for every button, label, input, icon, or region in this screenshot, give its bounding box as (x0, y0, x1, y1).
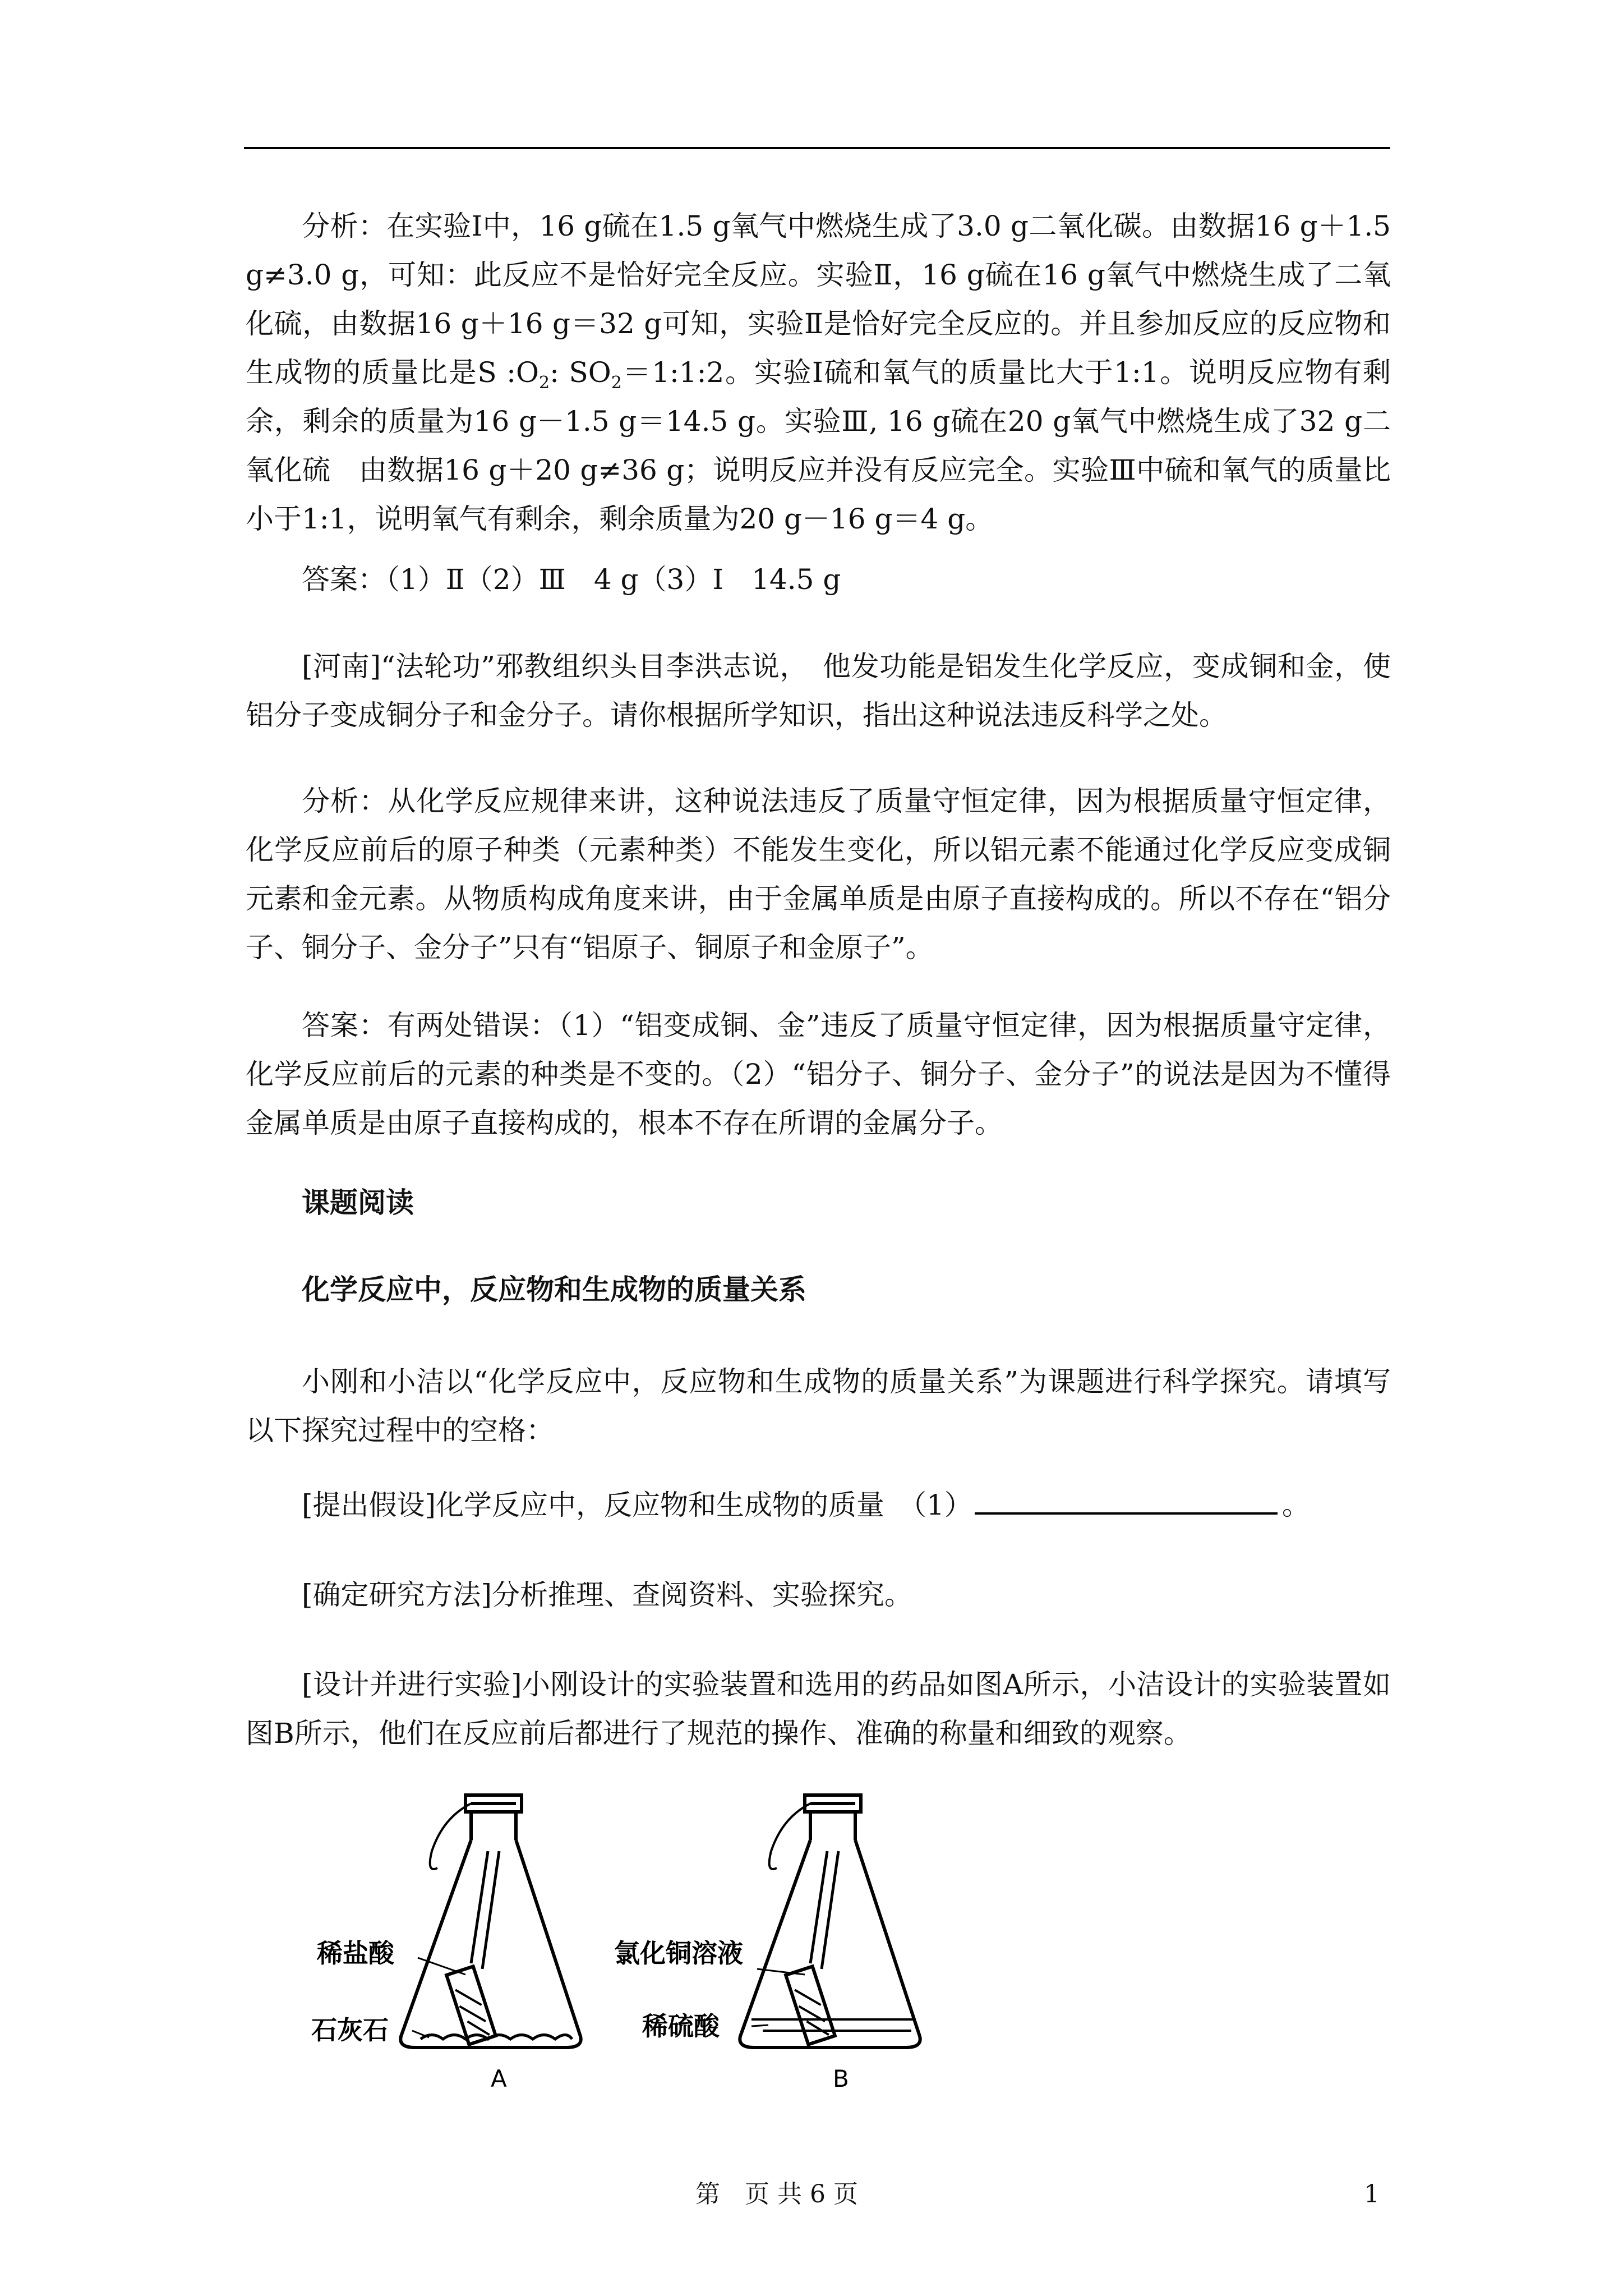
intro-paragraph: 小刚和小洁以“化学反应中，反应物和生成物的质量关系”为课题进行科学探究。请填写以下探究过程中的空格： (246, 1365, 1391, 1447)
label-copper-chloride-solution: 氯化铜溶液 (614, 1938, 743, 1968)
analysis-paragraph-2: 分析：从化学反应规律来讲，这种说法违反了质量守恒定律，因为根据质量守恒定律，化学反应前后的原子种类（元素种类）不能发生变化，所以铝元素不能通过化学反应变成铜元素和金元素。从物质构成角度来讲，由于金属单质是由原子直接构成的。所以不存在“铝分子、铜分子、金分子”只有“铝原子、铜原子和金原子”。 (246, 785, 1391, 964)
section-heading-reading: 课题阅读 (302, 1186, 414, 1219)
answer-blank-1[interactable] (975, 1490, 1278, 1515)
flask-b-diagram (740, 1795, 920, 2047)
hypothesis-paragraph: [提出假设]化学反应中，反应物和生成物的质量 （1） 。 (302, 1489, 1310, 1521)
label-dilute-hcl: 稀盐酸 (317, 1938, 394, 1968)
method-paragraph: [确定研究方法]分析推理、查阅资料、实验探究。 (302, 1579, 913, 1611)
label-dilute-sulfuric-acid: 稀硫酸 (642, 2011, 720, 2041)
flask-a-diagram (400, 1795, 580, 2047)
experiment-apparatus-figure (303, 1784, 1004, 2109)
caption-b: B (833, 2065, 849, 2092)
footer-page-count: 第 页 共 6 页 (695, 2180, 858, 2208)
experiment-paragraph: [设计并进行实验]小刚设计的实验装置和选用的药品如图A所示，小洁设计的实验装置如图B所示，他们在反应前后都进行了规范的操作、准确的称量和细致的观察。 (246, 1668, 1391, 1750)
label-limestone: 石灰石 (311, 2015, 389, 2045)
header-rule (244, 147, 1390, 149)
answer-paragraph-1: 答案：（1）Ⅱ（2）Ⅲ 4 g（3）Ⅰ 14.5 g (302, 563, 841, 596)
analysis-paragraph-1: 分析：在实验Ⅰ中，16 g硫在1.5 g氧气中燃烧生成了3.0 g二氧化碳。由数据16 g＋1.5 g≠3.0 g，可知：此反应不是恰好完全反应。实验Ⅱ，16 g硫在16 g氧气中燃烧生成了二氧化硫，由数据16 g＋16 g＝32 g可知，实验Ⅱ是恰好完全反应的。并且参加反应的反应物和生成物的质量比是S $:O_2$: $SO_2=1:1:2$。实验Ⅰ硫和氧气的质量比大于1:1。说明反应物有剩余，剩余的质量为16 g－1.5 g＝14.5 g。实验Ⅲ, 16 g硫在20 g氧气中燃烧生成了32 g二氧化硫 由数据16 g＋20 g≠36 g；说明反应并没有反应完全。实验Ⅲ中硫和氧气的质量比小于1:1，说明氧气有剩余，剩余质量为20 g－16 g＝4 g。 (246, 210, 1391, 535)
caption-a: A (491, 2065, 507, 2092)
answer-paragraph-2: 答案：有两处错误：（1）“铝变成铜、金”违反了质量守恒定律，因为根据质量守定律，化学反应前后的元素的种类是不变的。（2）“铝分子、铜分子、金分子”的说法是因为不懂得金属单质是由原子直接构成的，根本不存在所谓的金属分子。 (246, 1009, 1391, 1139)
section-heading-topic: 化学反应中，反应物和生成物的质量关系 (302, 1273, 806, 1306)
footer-page-number: 1 (1364, 2180, 1380, 2208)
question-paragraph-henan: [河南]“法轮功”邪教组织头目李洪志说， 他发功能是铝发生化学反应，变成铜和金，使铝分子变成铜分子和金分子。请你根据所学知识，指出这种说法违反科学之处。 (246, 650, 1391, 731)
